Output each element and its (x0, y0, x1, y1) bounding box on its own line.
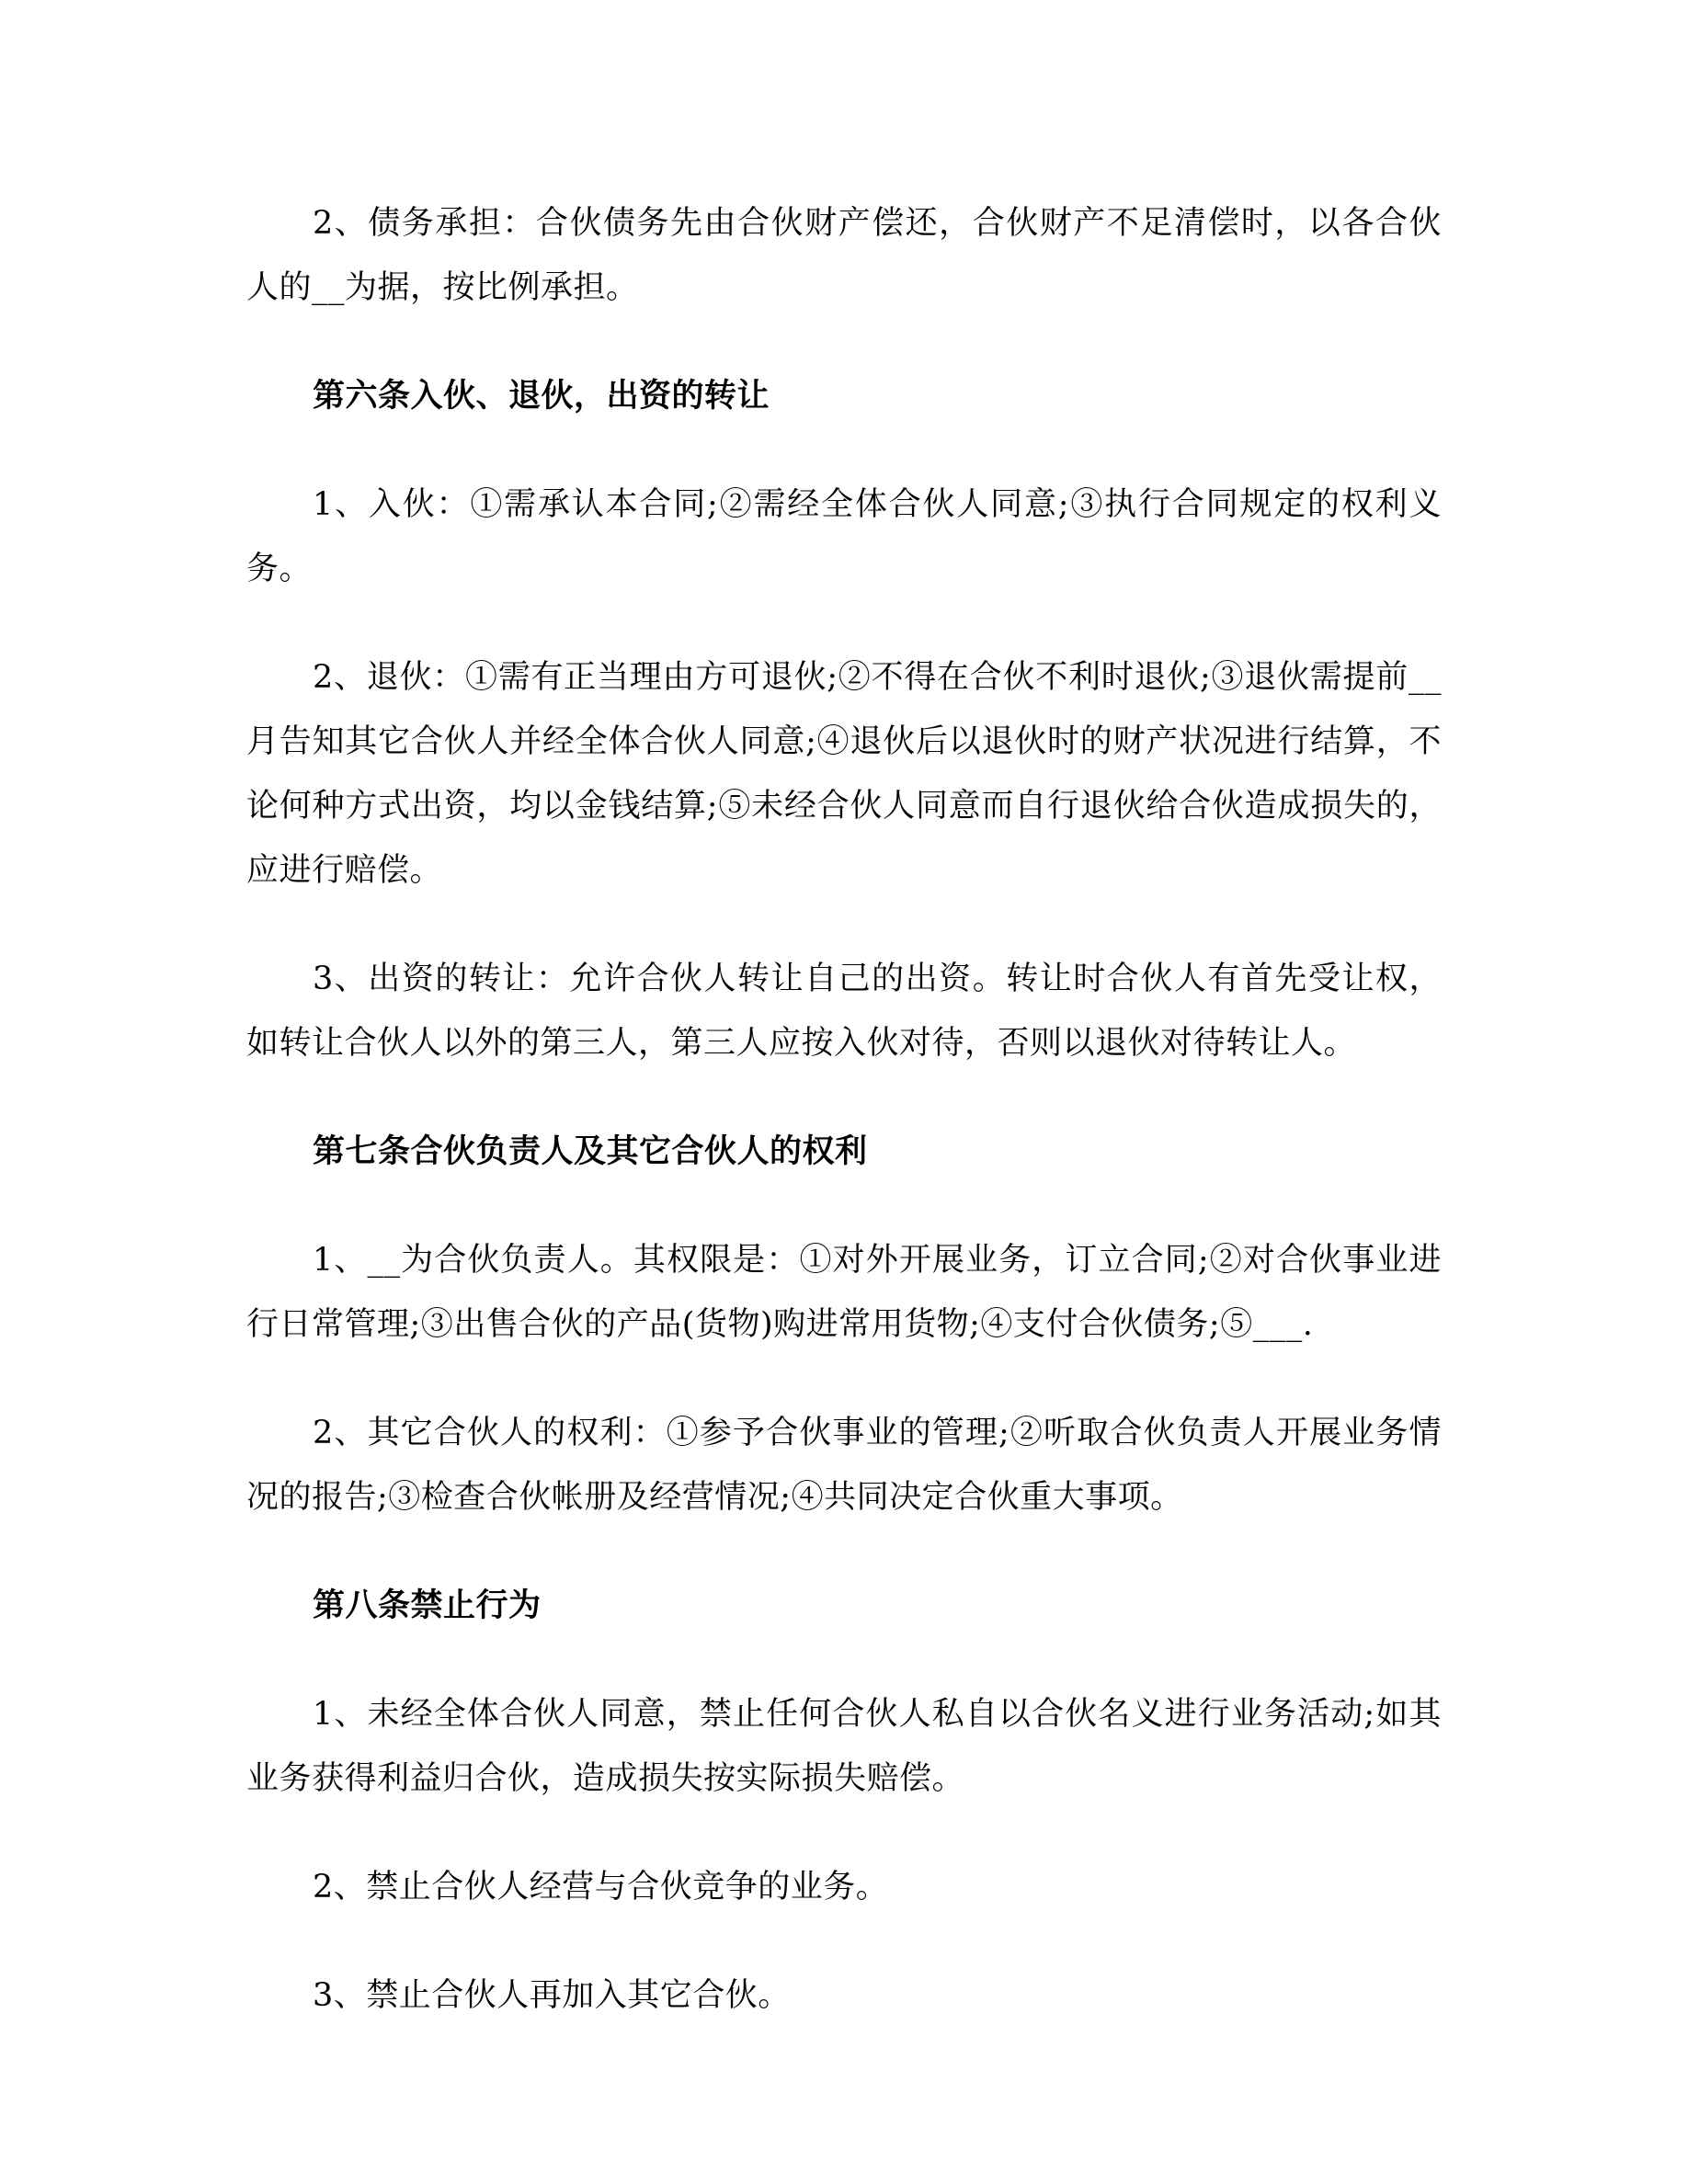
section-heading-article-7: 第七条合伙负责人及其它合伙人的权利 (313, 1132, 868, 1170)
paragraph-capital-transfer: 3、出资的转让：允许合伙人转让自己的出资。转让时合伙人有首先受让权，如转让合伙人以外的第三人，第三人应按入伙对待，否则以退伙对待转让人。 (246, 961, 1442, 1062)
paragraph-withdrawal: 2、退伙：①需有正当理由方可退伙;②不得在合伙不利时退伙;③退伙需提前__月告知其它合伙人并经全体合伙人同意;④退伙后以退伙时的财产状况进行结算，不论何种方式出资，均以金钱结算;⑤未经合伙人同意而自行退伙给合伙造成损失的，应进行赔偿。 (246, 659, 1442, 889)
paragraph-joining: 1、入伙：①需承认本合同;②需经全体合伙人同意;③执行合同规定的权利义务。 (246, 486, 1442, 587)
paragraph-other-partners-rights: 2、其它合伙人的权利：①参予合伙事业的管理;②听取合伙负责人开展业务情况的报告;③检查合伙帐册及经营情况;④共同决定合伙重大事项。 (246, 1415, 1442, 1516)
paragraph-debt-bearing: 2、债务承担：合伙债务先由合伙财产偿还，合伙财产不足清偿时，以各合伙人的__为据，按比例承担。 (246, 205, 1442, 306)
section-heading-article-6: 第六条入伙、退伙，出资的转让 (313, 377, 770, 415)
paragraph-partnership-head: 1、__为合伙负责人。其权限是：①对外开展业务，订立合同;②对合伙事业进行日常管理;③出售合伙的产品(货物)购进常用货物;④支付合伙债务;⑤___. (246, 1242, 1442, 1343)
paragraph-prohibition-1: 1、未经全体合伙人同意，禁止任何合伙人私自以合伙名义进行业务活动;如其业务获得利益归合伙，造成损失按实际损失赔偿。 (246, 1696, 1442, 1797)
paragraph-prohibition-2: 2、禁止合伙人经营与合伙竞争的业务。 (313, 1869, 889, 1905)
section-heading-article-8: 第八条禁止行为 (313, 1587, 542, 1624)
paragraph-prohibition-3: 3、禁止合伙人再加入其它合伙。 (313, 1977, 791, 2014)
document-body (246, 191, 1442, 2072)
